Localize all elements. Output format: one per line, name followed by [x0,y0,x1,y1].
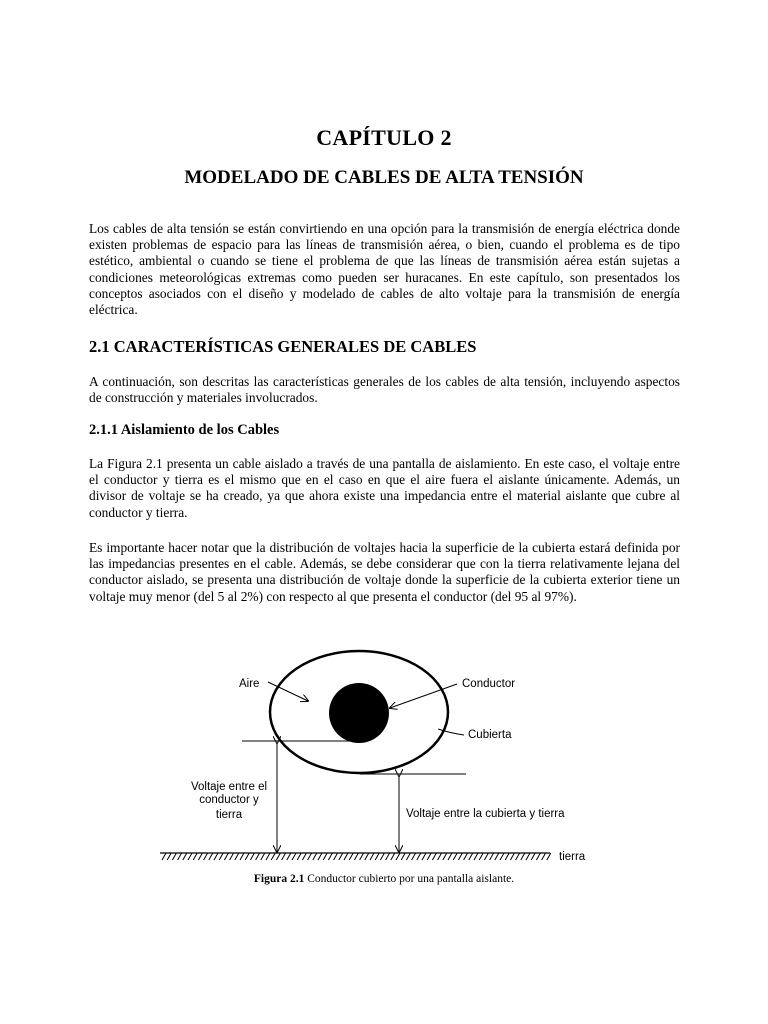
ground-hatch-mark [256,853,260,860]
ground-hatch-mark [417,853,421,860]
ground-hatch-mark [469,853,473,860]
ground-hatch-mark [474,853,478,860]
ground-hatch-mark [370,853,374,860]
ground-hatch-mark [536,853,540,860]
ground-hatch-mark [188,853,192,860]
figure-cable-diagram [150,645,600,870]
ground-hatch-mark [386,853,390,860]
ground-hatch-mark [323,853,327,860]
label-voltaje-cubierta: Voltaje entre la cubierta y tierra [406,808,565,820]
ground-hatch-mark [396,853,400,860]
chapter-title: CAPÍTULO 2 [316,125,452,150]
ground-hatch-mark [276,853,280,860]
ground-hatch-mark [547,853,551,860]
ground-hatch-mark [224,853,228,860]
ground-hatch-mark [516,853,520,860]
ground-hatch-mark [531,853,535,860]
ground-hatch-mark [282,853,286,860]
ground-line [160,853,551,860]
ground-hatch-mark [401,853,405,860]
ground-hatch-mark [453,853,457,860]
label-tierra: tierra [559,851,586,863]
ground-hatch-mark [542,853,546,860]
intro-paragraph: Los cables de alta tensión se están convirtiendo en una opción para la transmisión de energía eléctrica donde existen problemas de espacio para las líneas de transmisión aérea, o bien, cuando el problema es de tipo estético, ambiental o cuando se tiene el problema de que las líneas de transmisión aérea están sujetas a condiciones meteorológicas extremas como pueden ser huracanes. En este capítulo, son presentados los conceptos asociados con el diseño y modelado de cables de alto voltaje para la transmisión de energía eléctrica. [89,221,680,318]
ground-hatch-mark [183,853,187,860]
ground-hatch-mark [271,853,275,860]
ground-hatch-mark [193,853,197,860]
section-heading-2-1: 2.1 CARACTERÍSTICAS GENERALES DE CABLES [89,337,477,356]
ground-hatch-mark [500,853,504,860]
ground-hatch-mark [375,853,379,860]
ground-hatch-mark [427,853,431,860]
ground-hatch-mark [250,853,254,860]
ground-hatch-mark [412,853,416,860]
section-2-1-1-paragraph-1: La Figura 2.1 presenta un cable aislado a través de una pantalla de aislamiento. En este caso, el voltaje entre el conductor y tierra es el mismo que en el caso en que el aire fuera el aislante únicamente. Además, un divisor de voltaje se ha creado, ya que ahora existe una impedancia entre el material aislante que cubre al conductor y tierra. [89,456,680,520]
ground-hatch-mark [318,853,322,860]
ground-hatch-mark [391,853,395,860]
ground-hatch-mark [261,853,265,860]
ground-hatch-mark [167,853,171,860]
ground-hatch-mark [458,853,462,860]
ground-hatch-mark [162,853,166,860]
ground-hatch-mark [339,853,343,860]
ground-hatch-mark [302,853,306,860]
figure-caption [0,873,768,885]
ground-hatch-mark [308,853,312,860]
caption-text: Conductor cubierto por una pantalla aislante. [304,873,515,885]
ground-hatch-mark [235,853,239,860]
ground-hatch-mark [214,853,218,860]
section-heading-2-1-1: 2.1.1 Aislamiento de los Cables [89,422,280,438]
label-voltaje-conductor-1: Voltaje entre el [190,781,268,793]
section-2-1-paragraph: A continuación, son descritas las características generales de los cables de alta tensión, incluyendo aspectos de construcción y materiales involucrados. [89,374,680,406]
ground-hatch-mark [344,853,348,860]
label-voltaje-conductor-3: tierra [215,809,243,821]
ground-hatch-mark [422,853,426,860]
chapter-subtitle: MODELADO DE CABLES DE ALTA TENSIÓN [184,167,584,188]
ground-hatch-mark [490,853,494,860]
ground-hatch-mark [438,853,442,860]
caption-figure-number: Figura 2.1 [253,873,305,885]
ground-hatch-mark [495,853,499,860]
ground-hatch-mark [349,853,353,860]
ground-hatch-mark [432,853,436,860]
ground-hatch-mark [354,853,358,860]
ground-hatch-mark [360,853,364,860]
ground-hatch-mark [204,853,208,860]
ground-hatch-mark [292,853,296,860]
ground-hatch-mark [365,853,369,860]
ground-hatch-mark [240,853,244,860]
ground-hatch-mark [406,853,410,860]
ground-hatch-mark [443,853,447,860]
ground-hatch-mark [219,853,223,860]
ground-hatch-mark [178,853,182,860]
ground-hatch-mark [209,853,213,860]
label-aire: Aire [239,678,260,690]
ground-hatch-mark [334,853,338,860]
ground-hatch-mark [313,853,317,860]
label-conductor: Conductor [462,678,516,690]
ground-hatch-mark [172,853,176,860]
ground-hatch-mark [521,853,525,860]
ground-hatch-mark [484,853,488,860]
label-cubierta: Cubierta [468,729,512,741]
ground-hatch-mark [297,853,301,860]
section-2-1-1-paragraph-2: Es importante hacer notar que la distribución de voltajes hacia la superficie de la cubierta estará definida por las impedancias presentes en el cable. Además, se debe considerar que con la tierra relativamente lejana del conductor aislado, se presenta una distribución de voltaje donde la superficie de la cubierta exterior tiene un voltaje muy menor (del 5 al 2%) con respecto al que presenta el conductor (del 95 al 97%). [89,540,680,604]
ground-hatch-mark [230,853,234,860]
ground-hatch-mark [464,853,468,860]
ground-hatch-mark [510,853,514,860]
label-voltaje-conductor-2: conductor y [199,794,259,806]
ground-hatch-mark [526,853,530,860]
conductor-circle [329,683,389,743]
ground-hatch-mark [328,853,332,860]
ground-hatch-mark [245,853,249,860]
ground-hatch-mark [505,853,509,860]
ground-hatch-mark [266,853,270,860]
ground-hatch-mark [380,853,384,860]
ground-hatch-mark [448,853,452,860]
ground-hatch-mark [479,853,483,860]
ground-hatch-mark [287,853,291,860]
ground-hatch-mark [198,853,202,860]
